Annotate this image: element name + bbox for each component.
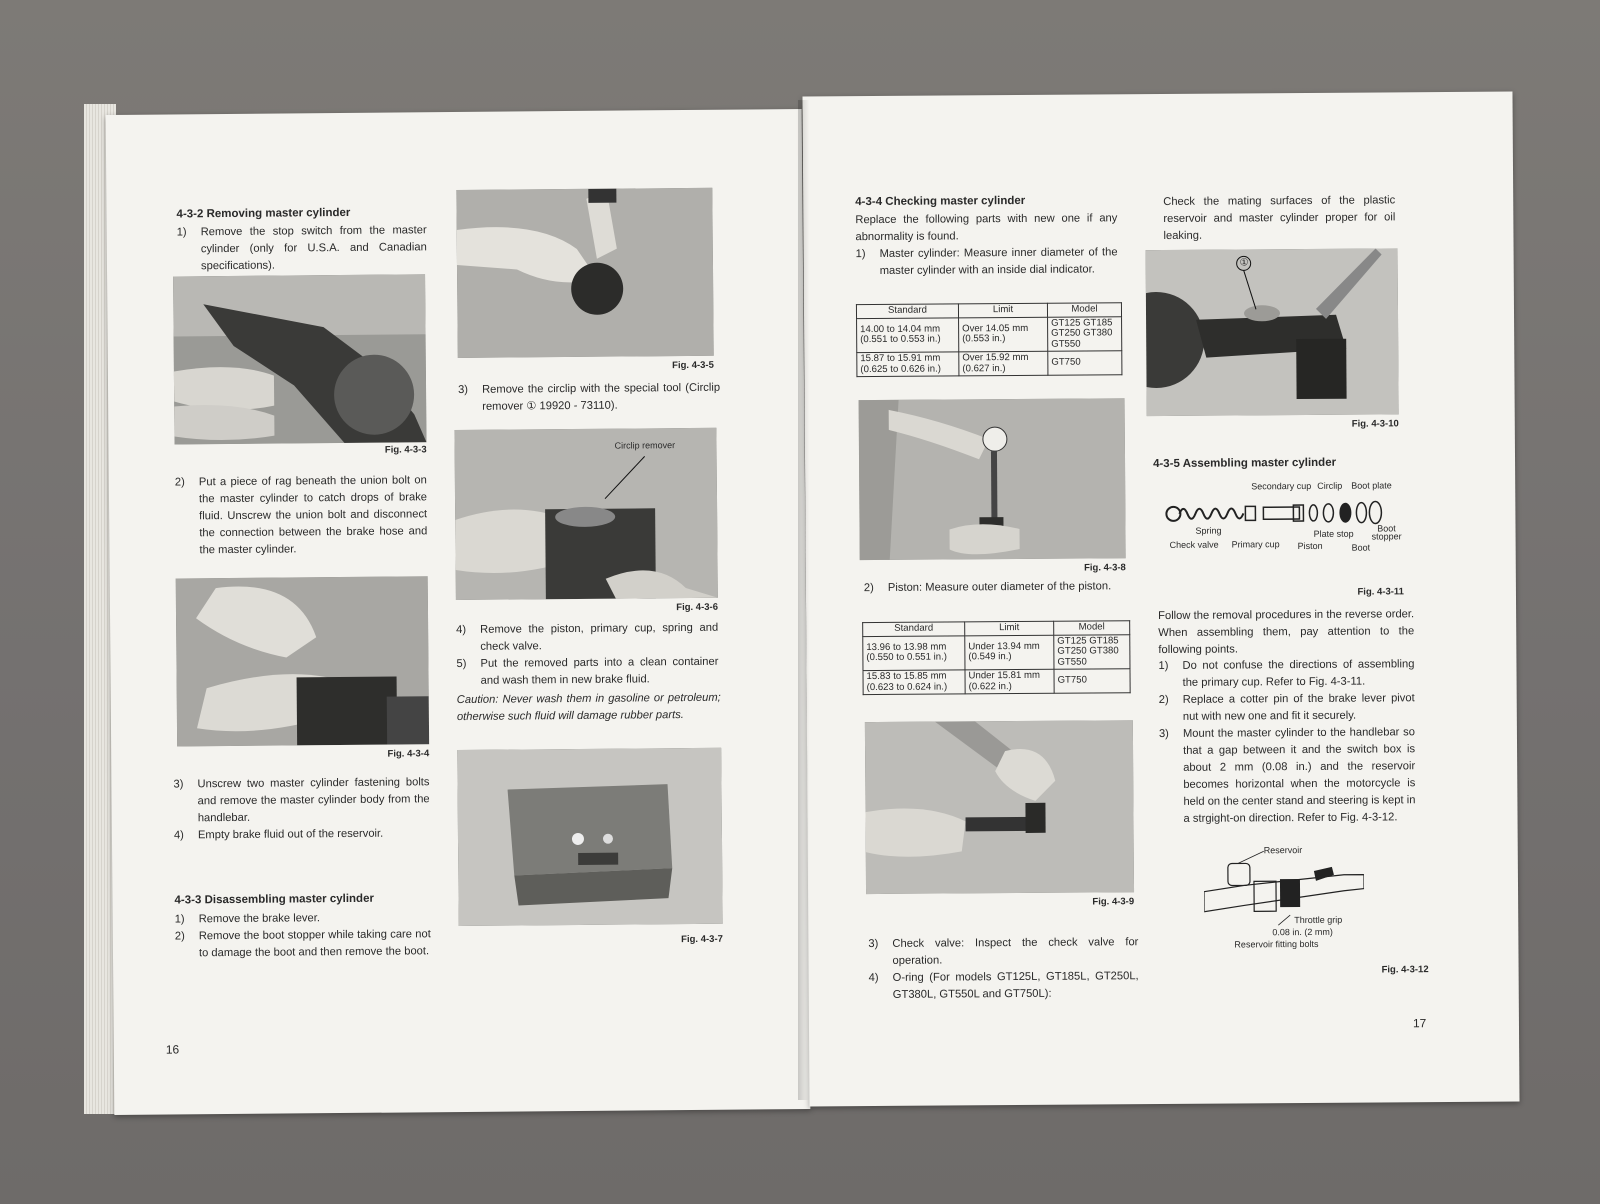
part-label: Check valve (1169, 539, 1219, 550)
part-label: Boot (1351, 542, 1371, 553)
table-cell: 13.96 to 13.98 mm (0.550 to 0.551 in.) (863, 635, 965, 670)
step-text: Mount the master cylinder to the handlebar so that a gap between it and the switch box is about 2 mm (0.08 in.) and the reservoir becomes horizontal when the motorcycle is held on the center stand and steering is kept in a strgight-on direction. Refer to Fig. 4-3-12. (1182, 726, 1416, 825)
table-row (857, 351, 1122, 377)
step-text: Remove the stop switch from the master cylinder (only for U.S.A. and Canadian specifications). (200, 224, 427, 273)
table-cell: GT125 GT185 GT250 GT380 GT550 (1054, 634, 1130, 669)
step-text: Put a piece of rag beneath the union bolt on the master cylinder to catch drops of brake fluid. Unscrew the union bolt and disconnect the connection between the brake hose and the master cylinder. (198, 474, 428, 557)
list-item: 1) Master cylinder: Measure inner diameter of the master cylinder with an inside dial indicator. (856, 244, 1118, 280)
list-item: 1) Do not confuse the directions of assembling the primary cup. Refer to Fig. 4-3-11. (1158, 656, 1414, 692)
table-cell: 14.00 to 14.04 mm (0.551 to 0.553 in.) (857, 317, 959, 352)
part-label: Boot plate (1351, 480, 1392, 491)
list-item: 2) Put a piece of rag beneath the union bolt on the master cylinder to catch drops of brake fluid. Unscrew the union bolt and disconnect the connection between the brake hose and the master cylinder. (175, 472, 428, 559)
part-label: Boot stopper (1371, 523, 1402, 542)
column-header: Model (1054, 621, 1130, 635)
spec-table-master-cylinder (856, 302, 1123, 377)
handlebar-diagram (1204, 845, 1365, 954)
diagram-label: Throttle grip (1294, 914, 1343, 926)
column-header: Model (1047, 303, 1121, 317)
section-heading-4-3-4: 4-3-4 Checking master cylinder (855, 194, 1026, 209)
step-text: Replace a cotter pin of the brake lever pivot nut with new one and fit it securely. (1182, 692, 1415, 723)
list-item: 2) Piston: Measure outer diameter of the piston. (864, 578, 1128, 597)
list-item: 3) Mount the master cylinder to the handlebar so that a gap between it and the switch box is about 2 mm (0.08 in.) and the reservoir becomes horizontal when the motorcycle is held on the center stand and steering is kept in a strgight-on direction. Refer to Fig. 4-3-12. (1159, 724, 1416, 828)
diagram-label: Reservoir fitting bolts (1234, 938, 1319, 950)
figure-caption: Fig. 4-3-11 (1357, 586, 1404, 598)
table-cell: GT750 (1054, 669, 1130, 694)
photo-parts-container (457, 748, 723, 926)
part-label: Primary cup (1231, 539, 1280, 550)
photo-reservoir (1146, 248, 1399, 416)
step-text: Remove the boot stopper while taking care not to damage the boot and then remove the boot. (198, 928, 431, 960)
left-page (106, 109, 811, 1115)
step-text: Piston: Measure outer diameter of the piston. (887, 580, 1112, 594)
column-header: Limit (958, 303, 1047, 317)
callout-label: Circlip remover (614, 440, 676, 451)
figure-caption: Fig. 4-3-12 (1381, 964, 1429, 976)
photo-circlip-remover (454, 428, 717, 600)
photo-handlebar-master-cylinder (173, 274, 426, 444)
book-spine-shadow (798, 100, 814, 1100)
figure-caption: Fig. 4-3-4 (387, 748, 430, 760)
page-number: 16 (165, 1042, 180, 1057)
list-item: 1) Remove the brake lever. (175, 909, 431, 928)
table-cell: 15.83 to 15.85 mm (0.623 to 0.624 in.) (863, 670, 965, 695)
page-number: 17 (1412, 1016, 1427, 1031)
step-text: Remove the brake lever. (198, 912, 320, 926)
step-text: Put the removed parts into a clean container and wash them in new brake fluid. (480, 655, 719, 687)
figure-caption: Fig. 4-3-7 (681, 933, 723, 946)
list-item: 4) Remove the piston, primary cup, spring and check valve. (456, 620, 718, 656)
check-note: Check the mating surfaces of the plastic reservoir and master cylinder proper for oil leaking. (1163, 194, 1396, 242)
callout-marker: ① (1239, 257, 1249, 269)
caution-note: Caution: Never wash them in gasoline or petroleum; otherwise such fluid will damage rubber parts. (456, 691, 721, 724)
list-item: 5) Put the removed parts into a clean container and wash them in new brake fluid. (456, 654, 718, 690)
list-item: 1) Remove the stop switch from the master cylinder (only for U.S.A. and Canadian specifications). (177, 222, 427, 275)
table-cell: Under 13.94 mm (0.549 in.) (965, 635, 1054, 670)
photo-union-bolt (176, 576, 429, 746)
list-item: 2) Remove the boot stopper while taking care not to damage the boot and then remove the boot. (175, 926, 431, 962)
part-label: Piston (1297, 540, 1323, 552)
step-text: Unscrew two master cylinder fastening bolts and remove the master cylinder body from the handlebar. (197, 776, 430, 825)
diagram-label: 0.08 in. (2 mm) (1272, 926, 1333, 938)
diagram-label: Reservoir (1263, 845, 1303, 856)
column-header: Limit (965, 621, 1054, 635)
exploded-diagram (1153, 480, 1404, 572)
column-header: Standard (863, 622, 965, 636)
photo-inside-dial-indicator (859, 398, 1126, 560)
table-cell: Over 14.05 mm (0.553 in.) (959, 317, 1048, 352)
step-text: O-ring (For models GT125L, GT185L, GT250L, GT380L, GT550L and GT750L): (892, 970, 1139, 1001)
table-row (863, 634, 1130, 670)
figure-caption: Fig. 4-3-9 (1092, 896, 1135, 908)
list-item: 4) Empty brake fluid out of the reservoir. (174, 825, 430, 844)
section-intro: Replace the following parts with new one if any abnormality is found. (855, 212, 1118, 244)
part-label: Plate stop (1313, 528, 1354, 539)
photo-piston-measurement (865, 720, 1134, 894)
table-cell: GT125 GT185 GT250 GT380 GT550 (1048, 316, 1122, 351)
figure-caption: Fig. 4-3-8 (1084, 562, 1126, 574)
table-row (857, 316, 1122, 352)
spec-table-piston (862, 620, 1131, 695)
table-cell: Over 15.92 mm (0.627 in.) (959, 351, 1048, 376)
photo-stop-switch (456, 188, 713, 358)
list-item: 3) Unscrew two master cylinder fastening bolts and remove the master cylinder body from the handlebar. (173, 774, 429, 827)
list-item: 3) Remove the circlip with the special tool (Circlip remover ① 19920 - 73110). (458, 380, 720, 416)
step-text: Check valve: Inspect the check valve for operation. (892, 936, 1139, 967)
list-item: 2) Replace a cotter pin of the brake lever pivot nut with new one and fit it securely. (1159, 690, 1415, 726)
list-item: 4) O-ring (For models GT125L, GT185L, GT250L, GT380L, GT550L and GT750L): (869, 968, 1139, 1004)
part-label: Secondary cup (1251, 480, 1312, 492)
table-row (863, 669, 1130, 695)
part-label: Spring (1195, 525, 1222, 536)
table-cell: Under 15.81 mm (0.622 in.) (965, 669, 1054, 694)
figure-caption: Fig. 4-3-3 (384, 444, 427, 456)
right-page (802, 92, 1519, 1107)
figure-caption: Fig. 4-3-5 (672, 359, 714, 372)
step-text: Remove the piston, primary cup, spring and check valve. (480, 621, 719, 653)
column-header: Standard (856, 304, 958, 318)
figure-caption: Fig. 4-3-6 (676, 601, 719, 614)
section-heading-4-3-3: 4-3-3 Disassembling master cylinder (174, 892, 374, 907)
step-text: Master cylinder: Measure inner diameter of the master cylinder with an inside dial indicator. (879, 246, 1118, 277)
step-text: Empty brake fluid out of the reservoir. (197, 827, 384, 842)
figure-caption: Fig. 4-3-10 (1351, 418, 1399, 430)
section-heading-4-3-2: 4-3-2 Removing master cylinder (176, 206, 351, 221)
table-cell: 15.87 to 15.91 mm (0.625 to 0.626 in.) (857, 352, 959, 377)
section-heading-4-3-5: 4-3-5 Assembling master cylinder (1153, 456, 1337, 471)
step-text: Remove the circlip with the special tool (Circlip remover ① 19920 - 73110). (482, 381, 721, 413)
step-text: Do not confuse the directions of assembling the primary cup. Refer to Fig. 4-3-11. (1182, 658, 1415, 689)
list-item: 3) Check valve: Inspect the check valve for operation. (868, 934, 1138, 970)
part-label: Circlip (1317, 480, 1343, 491)
table-cell: GT750 (1048, 351, 1122, 376)
assembly-intro: Follow the removal procedures in the reverse order. When assembling them, pay attention to the following points. (1158, 608, 1415, 657)
